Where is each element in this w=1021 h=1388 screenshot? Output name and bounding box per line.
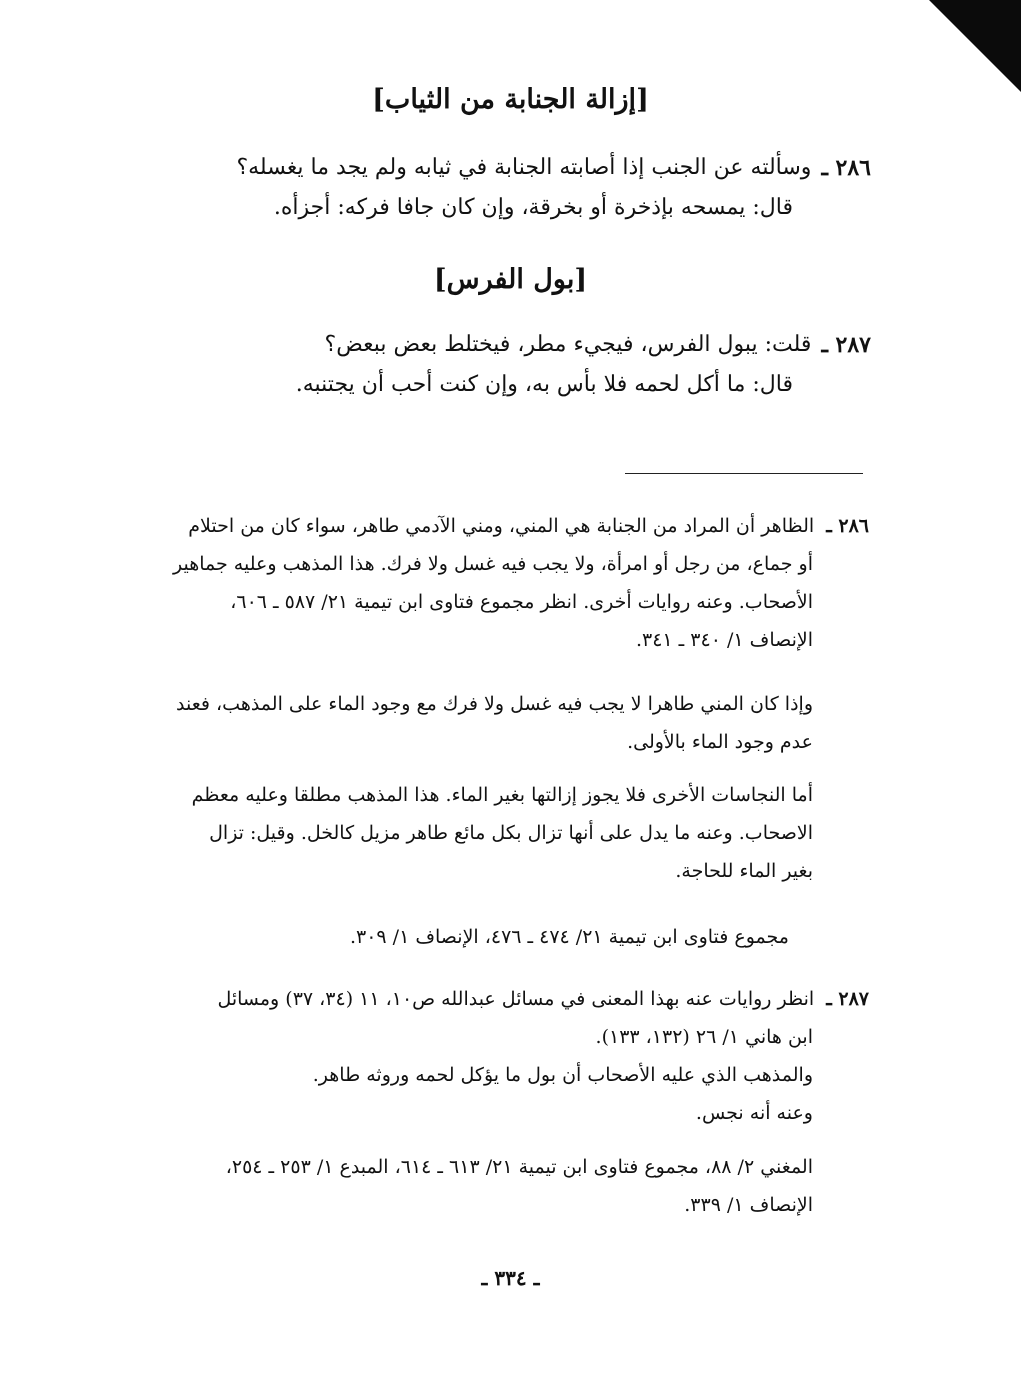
section-title-removing-janaba: [إزالة الجنابة من الثياب] [372,84,649,115]
footnote-line: أو جماع، من رجل أو امرأة، ولا يجب فيه غسل ولا فرك. هذا المذهب وعليه جماهير [173,553,813,575]
footnote-reference: الإنصاف ١/ ٣٣٩. [684,1194,813,1216]
footnote-number: ٢٨٧ ـ [826,988,869,1010]
issue-answer: قال: ما أكل لحمه فلا بأس به، وإن كنت أحب أن يجتنبه. [295,372,793,397]
footnote-286-paragraph-3 [152,776,869,890]
footnote-286 [152,507,869,659]
issue-287 [150,325,871,405]
footnote-line: والمذهب الذي عليه الأصحاب أن بول ما يؤكل لحمه وروثه طاهر. [312,1064,813,1086]
footnote-line: الأصحاب. وعنه روايات أخرى. انظر مجموع فتاوى ابن تيمية ٢١/ ٥٨٧ ـ ٦٠٦، [230,591,813,613]
issue-287-question-line [150,325,871,365]
footnote-line: عدم وجود الماء بالأولى. [627,731,813,753]
footnote-286-paragraph-2 [152,685,869,761]
page-number: ـ ٣٣٤ ـ [481,1266,540,1290]
footnote-line: وإذا كان المني طاهرا لا يجب فيه غسل ولا فرك مع وجود الماء على المذهب، فعند [176,693,813,715]
issue-question: قلت: يبول الفرس، فيجيء مطر، فيختلط بعض ببعض؟ [324,332,812,357]
footnote-287-reference [152,1148,869,1224]
footnote-line: الإنصاف ١/ ٣٤٠ ـ ٣٤١. [635,629,813,651]
footnote-separator [625,473,863,474]
footnote-286-reference [152,918,789,956]
footnote-line: وعنه أنه نجس. [695,1102,813,1124]
footnote-reference: مجموع فتاوى ابن تيمية ٢١/ ٤٧٤ ـ ٤٧٦، الإنصاف ١/ ٣٠٩. [349,926,789,948]
footnote-line [152,507,869,545]
issue-number: ٢٨٦ ـ [821,155,871,181]
section-title-horse-urine: [بول الفرس] [433,264,588,295]
footnote-reference: المغني ٢/ ٨٨، مجموع فتاوى ابن تيمية ٢١/ ٦١٣ ـ ٦١٤، المبدع ١/ ٢٥٣ ـ ٢٥٤، [225,1156,813,1178]
issue-question: وسألته عن الجنب إذا أصابته الجنابة في ثيابه ولم يجد ما يغسله؟ [236,155,812,180]
issue-286 [150,148,871,228]
issue-answer: قال: يمسحه بإذخرة أو بخرقة، وإن كان جافا فركه: أجزأه. [273,195,793,220]
footnote-text: انظر روايات عنه بهذا المعنى في مسائل عبدالله ص١٠، ١١ (٣٤، ٣٧) ومسائل [217,988,815,1010]
footnote-line: أما النجاسات الأخرى فلا يجوز إزالتها بغير الماء. هذا المذهب مطلقا وعليه معظم [191,784,813,806]
footnote-line: ابن هاني ١/ ٢٦ (١٣٢، ١٣٣). [595,1026,813,1048]
footnote-number: ٢٨٦ ـ [826,515,869,537]
footnote-line: الاصحاب. وعنه ما يدل على أنها تزال بكل مائع طاهر مزيل كالخل. وقيل: تزال [209,822,813,844]
issue-286-question-line [150,148,871,188]
footnote-line: بغير الماء للحاجة. [675,860,813,882]
footnote-287 [152,980,869,1132]
footnote-line [152,980,869,1018]
footnote-text: الظاهر أن المراد من الجنابة هي المني، ومني الآدمي طاهر، سواء كان من احتلام [188,515,815,537]
issue-number: ٢٨٧ ـ [821,332,871,358]
